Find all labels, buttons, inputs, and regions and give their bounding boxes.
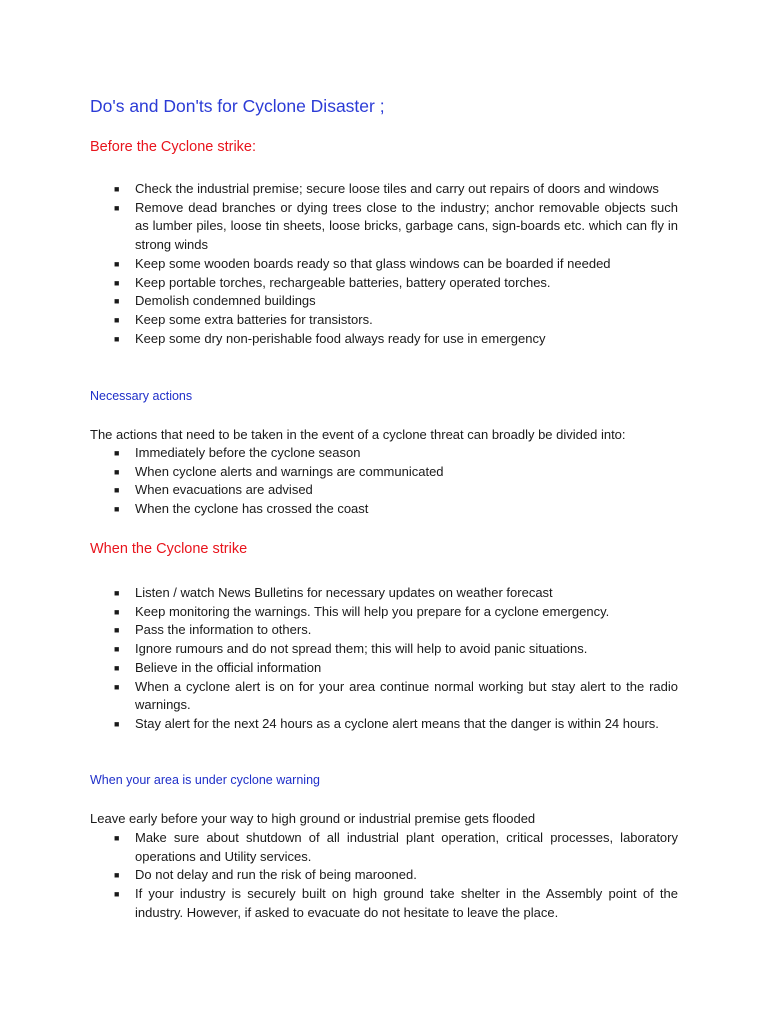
list-item	[90, 885, 678, 922]
list-item-text: Ignore rumours and do not spread them; this will help to avoid panic situations.	[135, 641, 588, 657]
bullet-icon: ■	[114, 258, 120, 269]
list-item-text: Make sure about shutdown of all industrial plant operation, critical processes, laboratory operations and Utility services.	[135, 830, 678, 864]
list-item	[90, 866, 678, 885]
bullet-icon: ■	[114, 681, 120, 692]
list-item	[90, 180, 678, 199]
bullet-icon: ■	[114, 889, 120, 900]
cyclone-warning-list	[90, 829, 678, 923]
bullet-icon: ■	[114, 662, 120, 673]
bullet-icon: ■	[114, 448, 120, 458]
when-cyclone-strike-heading: When the Cyclone strike	[90, 541, 248, 557]
bullet-icon: ■	[114, 202, 120, 213]
list-item	[90, 481, 678, 500]
document-title: Do's and Don'ts for Cyclone Disaster ;	[90, 96, 385, 116]
list-item	[90, 584, 678, 603]
necessary-actions-list	[90, 444, 678, 519]
cyclone-warning-intro: Leave early before your way to high ground or industrial premise gets flooded	[90, 811, 536, 826]
list-item	[90, 621, 678, 640]
list-item-text: If your industry is securely built on high ground take shelter in the Assembly point of the industry. However, if asked to evacuate do not hesitate to leave the place.	[135, 886, 678, 920]
bullet-icon: ■	[114, 588, 120, 598]
bullet-icon: ■	[114, 333, 120, 344]
list-item-text: Listen / watch News Bulletins for necessary updates on weather forecast	[135, 585, 553, 600]
list-item	[90, 463, 678, 482]
list-item-text: Keep monitoring the warnings. This will help you prepare for a cyclone emergency.	[135, 603, 610, 619]
list-item-text: When evacuations are advised	[135, 482, 313, 498]
list-item	[90, 311, 678, 330]
list-item	[90, 715, 678, 734]
list-item	[90, 292, 678, 311]
list-item-text: When the cyclone has crossed the coast	[135, 501, 369, 517]
list-item-text: Keep some wooden boards ready so that glass windows can be boarded if needed	[135, 255, 611, 271]
list-item-text: Keep some dry non-perishable food always ready for use in emergency	[135, 330, 546, 346]
list-item	[90, 199, 678, 255]
list-item-text: Stay alert for the next 24 hours as a cyclone alert means that the danger is within 24 hours.	[135, 715, 659, 731]
list-item	[90, 603, 678, 622]
list-item	[90, 274, 678, 293]
list-item-text: Immediately before the cyclone season	[135, 445, 361, 460]
bullet-icon: ■	[114, 296, 120, 307]
bullet-icon: ■	[114, 833, 120, 843]
list-item	[90, 678, 678, 715]
necessary-actions-heading: Necessary actions	[90, 389, 193, 403]
bullet-icon: ■	[114, 625, 120, 636]
list-item-text: Do not delay and run the risk of being marooned.	[135, 867, 417, 883]
list-item	[90, 500, 678, 519]
bullet-icon: ■	[114, 870, 120, 881]
bullet-icon: ■	[114, 314, 120, 325]
bullet-icon: ■	[114, 277, 120, 288]
bullet-icon: ■	[114, 466, 120, 477]
bullet-icon: ■	[114, 485, 120, 496]
list-item-text: Keep some extra batteries for transistors.	[135, 311, 373, 327]
list-item-text: When a cyclone alert is on for your area continue normal working but stay alert to the radio warnings.	[135, 678, 678, 713]
bullet-icon: ■	[114, 606, 120, 617]
list-item	[90, 640, 678, 659]
when-cyclone-strike-list	[90, 584, 678, 734]
list-item	[90, 829, 678, 866]
before-cyclone-list	[90, 180, 678, 348]
list-item-text: Keep portable torches, rechargeable batteries, battery operated torches.	[135, 274, 551, 290]
bullet-icon: ■	[114, 184, 120, 194]
bullet-icon: ■	[114, 644, 120, 655]
necessary-actions-intro: The actions that need to be taken in the event of a cyclone threat can broadly be divided into:	[90, 427, 626, 442]
list-item	[90, 444, 678, 463]
list-item-text: Believe in the official information	[135, 659, 322, 675]
list-item-text: When cyclone alerts and warnings are communicated	[135, 463, 444, 479]
list-item-text: Demolish condemned buildings	[135, 293, 316, 309]
before-cyclone-heading: Before the Cyclone strike:	[90, 139, 257, 155]
list-item-text: Pass the information to others.	[135, 622, 312, 638]
list-item-text: Remove dead branches or dying trees close to the industry; anchor removable objects such as lumber piles, loose tin sheets, loose bricks, garbage cans, sign-boards etc. which can fly in strong winds	[135, 199, 678, 253]
list-item	[90, 255, 678, 274]
list-item-text: Check the industrial premise; secure loose tiles and carry out repairs of doors and windows	[135, 181, 659, 196]
cyclone-warning-heading: When your area is under cyclone warning	[90, 773, 320, 787]
list-item	[90, 330, 678, 349]
bullet-icon: ■	[114, 504, 120, 515]
bullet-icon: ■	[114, 718, 120, 729]
list-item	[90, 659, 678, 678]
